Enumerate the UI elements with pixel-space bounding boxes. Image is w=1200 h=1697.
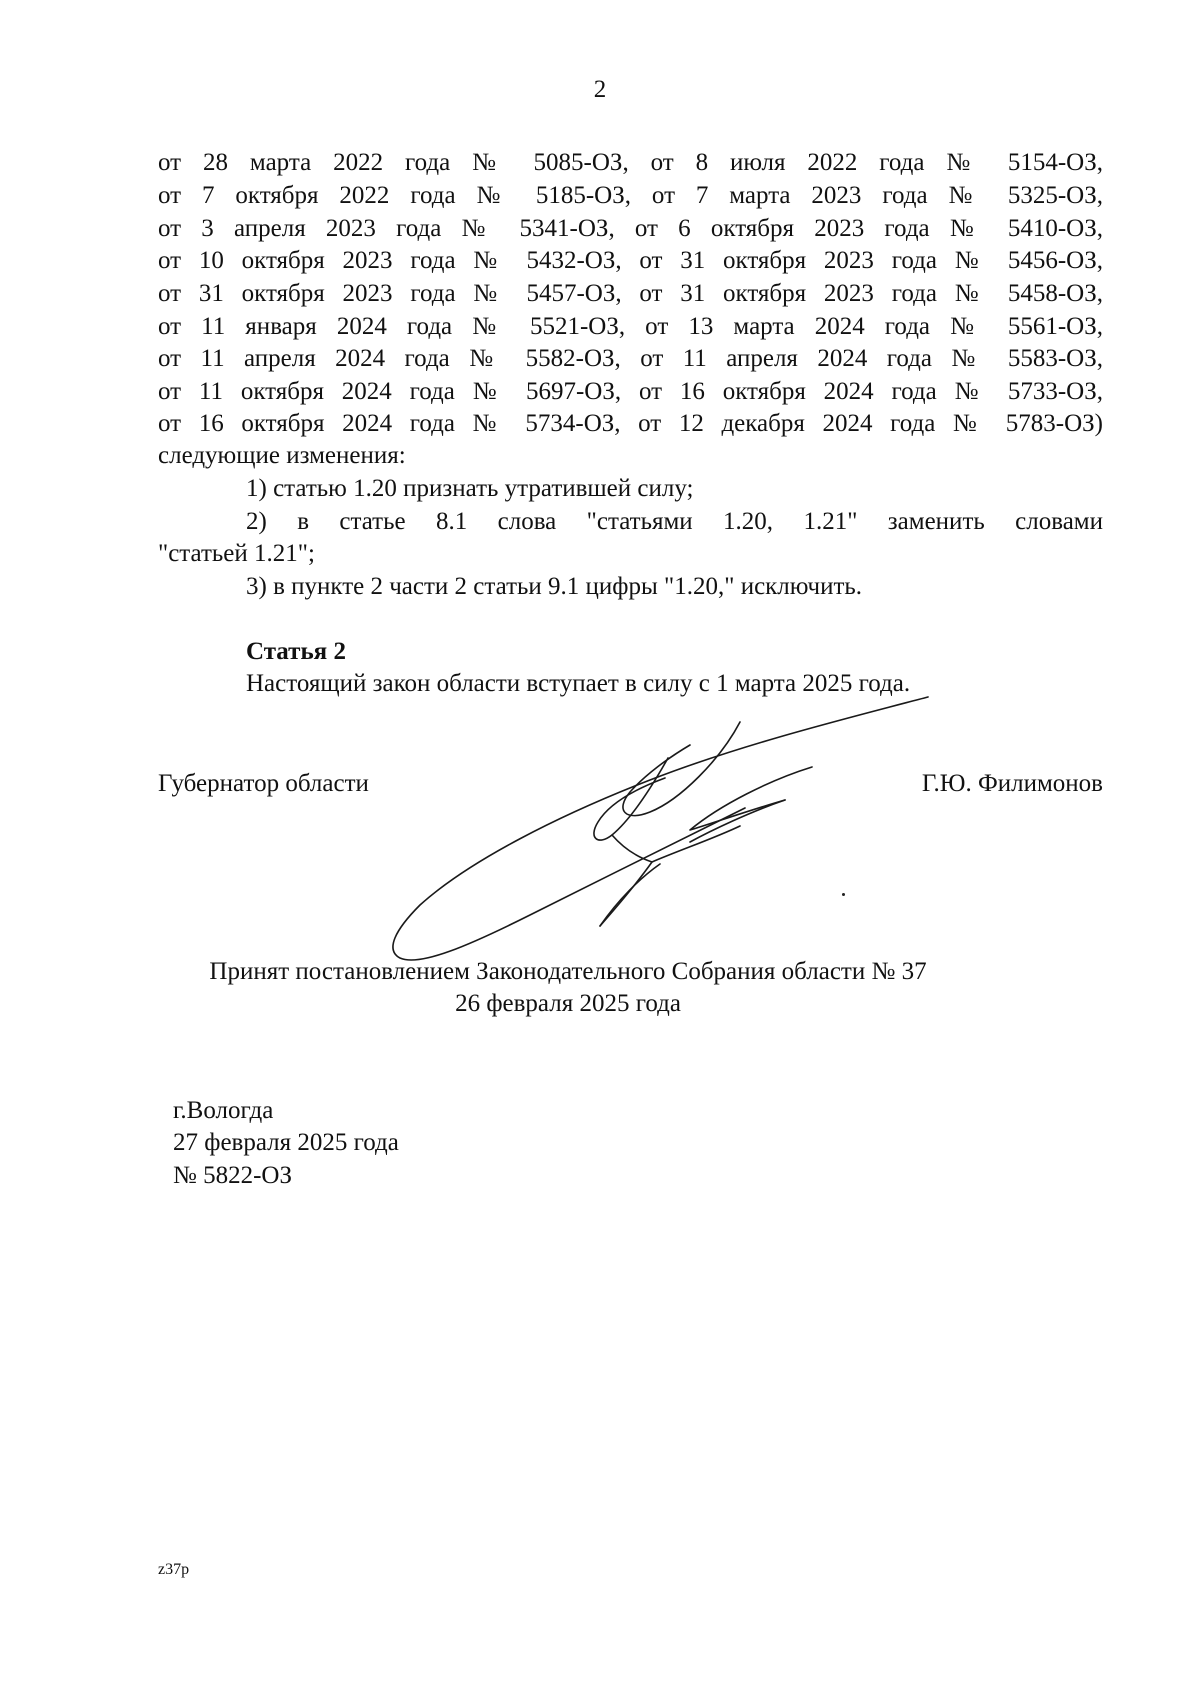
body-line: от 3 апреля 2023 года № 5341-ОЗ, от 6 октября 2023 года № 5410-ОЗ, bbox=[158, 215, 1103, 242]
change-item-1: 1) статью 1.20 признать утратившей силу; bbox=[246, 475, 694, 502]
footer-code: z37p bbox=[158, 1561, 190, 1578]
adoption-line-2: 26 февраля 2025 года bbox=[455, 990, 681, 1017]
changes-intro: следующие изменения: bbox=[158, 442, 406, 469]
signatory-position: Губернатор области bbox=[158, 770, 369, 797]
change-item-2-continuation: "статьей 1.21"; bbox=[158, 540, 315, 567]
body-line: от 16 октября 2024 года № 5734-ОЗ, от 12 декабря 2024 года № 5783-ОЗ) bbox=[158, 410, 1103, 437]
adoption-line-1: Принят постановлением Законодательного Собрания области № 37 bbox=[209, 958, 927, 985]
scan-speck bbox=[842, 893, 845, 896]
body-line: от 28 марта 2022 года № 5085-ОЗ, от 8 июля 2022 года № 5154-ОЗ, bbox=[158, 149, 1103, 176]
body-line: от 7 октября 2022 года № 5185-ОЗ, от 7 марта 2023 года № 5325-ОЗ, bbox=[158, 182, 1103, 209]
article-2-text: Настоящий закон области вступает в силу с 1 марта 2025 года. bbox=[246, 670, 911, 697]
city: г.Вологда bbox=[173, 1097, 274, 1124]
page-number: 2 bbox=[593, 76, 607, 103]
change-item-2: 2) в статье 8.1 слова "статьями 1.20, 1.21" заменить словами bbox=[246, 508, 1103, 535]
signing-date: 27 февраля 2025 года bbox=[173, 1129, 399, 1156]
signatory-name: Г.Ю. Филимонов bbox=[921, 770, 1103, 797]
body-line: от 11 апреля 2024 года № 5582-ОЗ, от 11 апреля 2024 года № 5583-ОЗ, bbox=[158, 345, 1103, 372]
body-line: от 31 октября 2023 года № 5457-ОЗ, от 31 октября 2023 года № 5458-ОЗ, bbox=[158, 280, 1103, 307]
body-line: от 10 октября 2023 года № 5432-ОЗ, от 31 октября 2023 года № 5456-ОЗ, bbox=[158, 247, 1103, 274]
body-line: от 11 октября 2024 года № 5697-ОЗ, от 16 октября 2024 года № 5733-ОЗ, bbox=[158, 378, 1103, 405]
law-number: № 5822-ОЗ bbox=[173, 1162, 293, 1189]
change-item-3: 3) в пункте 2 части 2 статьи 9.1 цифры "1.20," исключить. bbox=[246, 573, 863, 600]
article-2-heading: Статья 2 bbox=[246, 638, 346, 665]
body-line: от 11 января 2024 года № 5521-ОЗ, от 13 марта 2024 года № 5561-ОЗ, bbox=[158, 313, 1103, 340]
